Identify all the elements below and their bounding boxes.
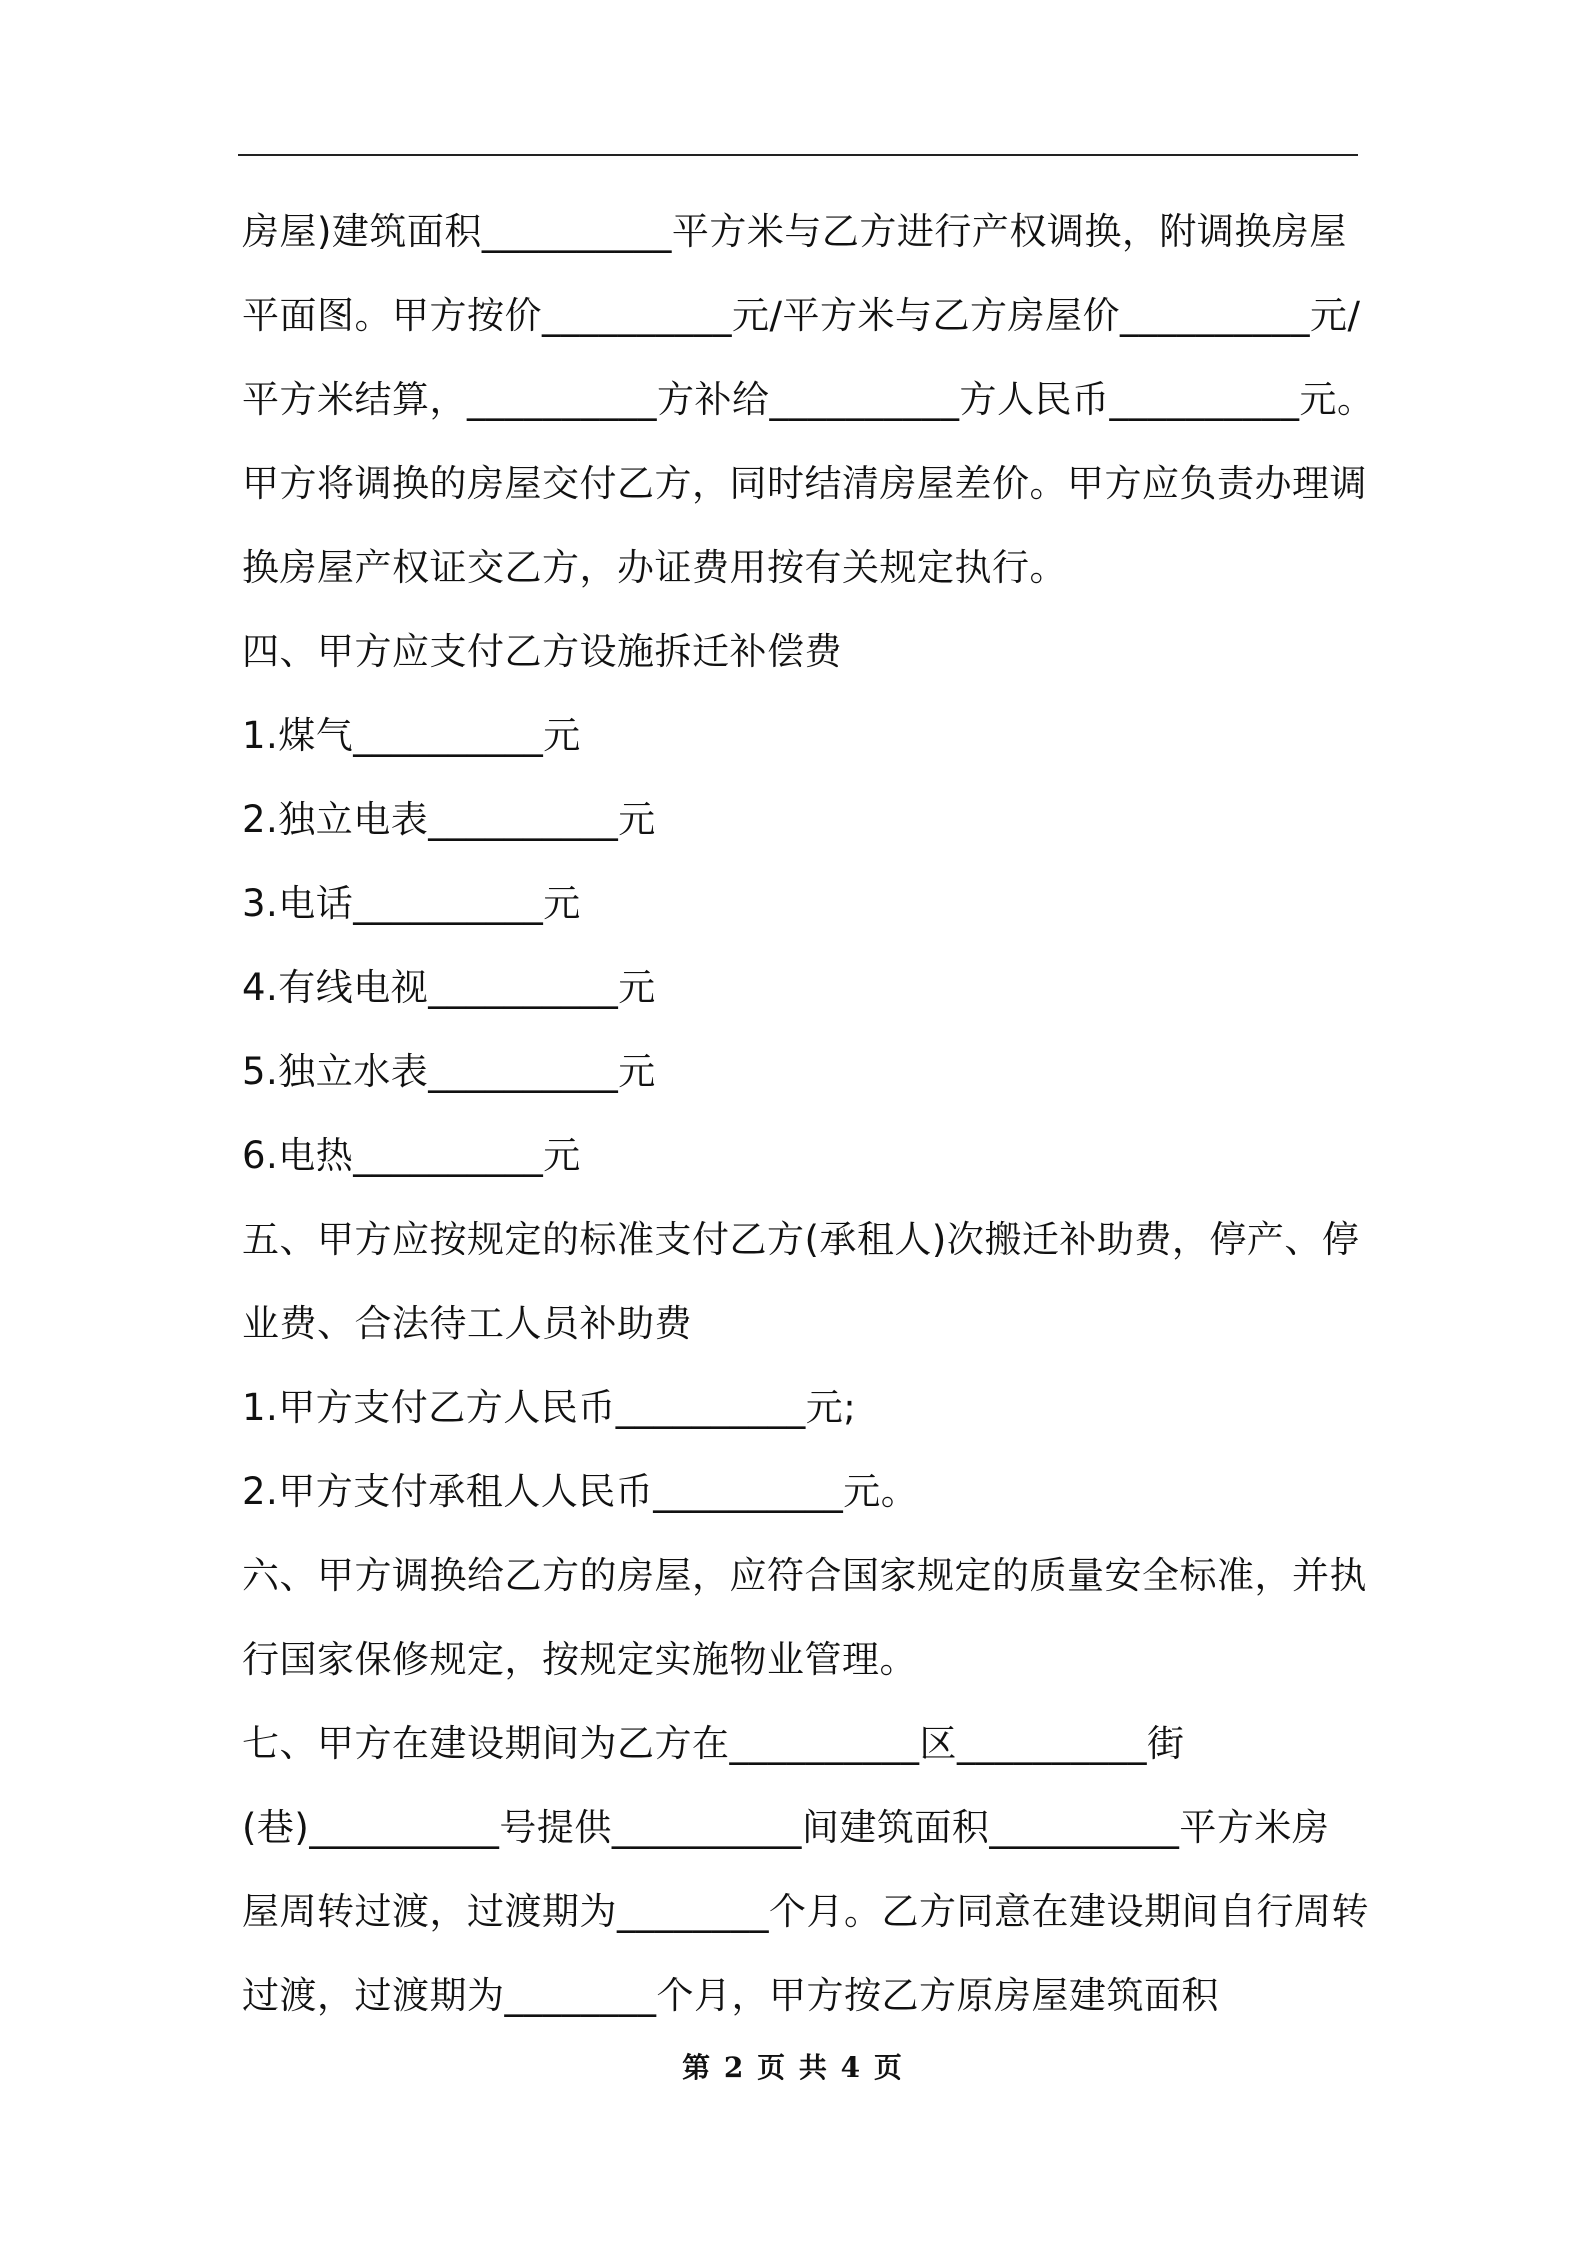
document-line: 过渡，过渡期为________个月，甲方按乙方原房屋建筑面积 [242,1974,1219,2017]
document-line: 屋周转过渡，过渡期为________个月。乙方同意在建设期间自行周转 [242,1890,1369,1933]
document-line: 平面图。甲方按价__________元/平方米与乙方房屋价__________元/ [242,294,1361,337]
list-item: 1.甲方支付乙方人民币__________元; [242,1386,857,1429]
document-line: 甲方将调换的房屋交付乙方，同时结清房屋差价。甲方应负责办理调 [242,462,1367,505]
list-item: 1.煤气__________元 [242,714,581,757]
section-heading-4: 四、甲方应支付乙方设施拆迁补偿费 [242,630,842,673]
list-item: 3.电话__________元 [242,882,581,925]
document-line: 换房屋产权证交乙方，办证费用按有关规定执行。 [242,546,1067,589]
document-line: 行国家保修规定，按规定实施物业管理。 [242,1638,917,1681]
page-number: 第 2 页 共 4 页 [682,2051,904,2084]
list-item: 2.甲方支付承租人人民币__________元。 [242,1470,919,1513]
document-body [242,200,1375,2048]
document-line: 平方米结算，__________方补给__________方人民币__________元。 [242,378,1375,421]
document-line: (巷)__________号提供__________间建筑面积__________平方米房 [242,1806,1330,1849]
header-divider [238,154,1358,156]
list-item: 5.独立水表__________元 [242,1050,656,1093]
section-heading-6: 六、甲方调换给乙方的房屋，应符合国家规定的质量安全标准，并执 [242,1554,1367,1597]
document-line: 业费、合法待工人员补助费 [242,1302,692,1345]
document-line: 房屋)建筑面积__________平方米与乙方进行产权调换，附调换房屋 [242,210,1347,253]
section-heading-5: 五、甲方应按规定的标准支付乙方(承租人)次搬迁补助费，停产、停 [242,1218,1360,1261]
list-item: 2.独立电表__________元 [242,798,656,841]
list-item: 4.有线电视__________元 [242,966,656,1009]
section-heading-7: 七、甲方在建设期间为乙方在__________区__________街 [242,1722,1185,1765]
list-item: 6.电热__________元 [242,1134,581,1177]
